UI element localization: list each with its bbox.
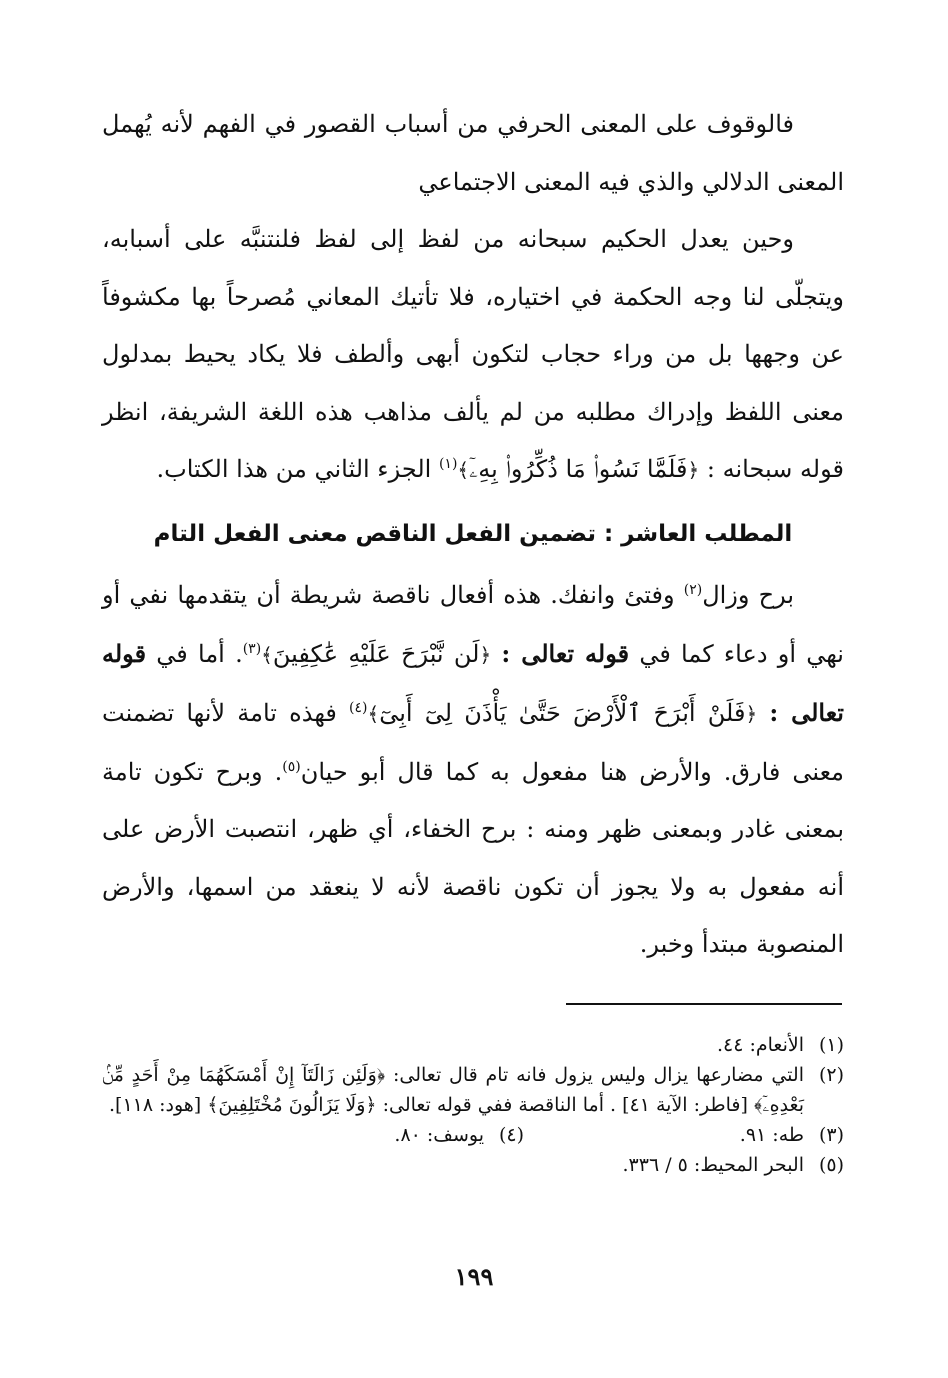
footnote-2-text-c: [هود: ١١٨]. — [108, 1094, 202, 1116]
footnote-text: طه: ٩١. — [739, 1124, 804, 1146]
quran-bracket-open: ﴿ — [365, 1094, 377, 1116]
footnote-4 — [204, 1120, 524, 1150]
quran-verse-3: فَلَنْ أَبْرَحَ ٱلْأَرْضَ حَتَّىٰ يَأْذَنَ لِىٓ أَبِىٓ — [379, 699, 746, 727]
paragraph-3-text-c: . أما في — [156, 639, 243, 668]
footnote-number: (٤) — [498, 1124, 524, 1146]
footnote-number: (٥) — [818, 1154, 844, 1176]
footnote-number: (٣) — [818, 1124, 844, 1146]
footnote-ref-2[interactable]: (٢) — [683, 582, 703, 598]
footnote-ref-1[interactable]: (١) — [438, 456, 458, 472]
footnote-quran-verse-1: وَلَئِن زَالَتَآ إِنْ أَمْسَكَهُمَا مِنْ أَحَدٍ مِّنۢ بَعْدِهِۦٓ — [102, 1064, 804, 1116]
footnote-2 — [102, 1060, 844, 1120]
main-text — [102, 96, 844, 974]
footnote-number: (٢) — [818, 1064, 844, 1086]
page-number: ١٩٩ — [454, 1262, 494, 1291]
paragraph-3-text-a: برح وزال — [702, 581, 795, 609]
quran-bracket-open: ﴿ — [687, 458, 700, 482]
section-heading: المطلب العاشر : تضمين الفعل الناقص معنى الفعل التام — [153, 520, 793, 547]
paragraph-3-bold-b: قوله تعالى : — [102, 638, 844, 727]
paragraph-3-bold-a: قوله تعالى : — [501, 638, 630, 668]
footnote-text — [102, 1060, 804, 1120]
paragraph-3-text-e: . وبرح تكون تامة بمعنى غادر وبمعنى ظهر ومنه : برح الخفاء، أي ظهر، انتصبت الأرض على أنه مفعول به ولا يجوز أن تكون ناقصة لأنه لا ينعقد من اسمها، والأرض المنصوبة مبتدأ وخبر. — [102, 757, 844, 958]
paragraph-1 — [102, 96, 844, 211]
quran-verse-1: فَلَمَّا نَسُوا۟ مَا ذُكِّرُوا۟ بِهِۦٓ — [469, 455, 688, 483]
footnote-ref-5[interactable]: (٥) — [282, 758, 301, 775]
quran-verse-2: لَن نَّبْرَحَ عَلَيْهِ عَٰكِفِينَ — [272, 639, 480, 668]
quran-bracket-close: ﴾ — [207, 1094, 219, 1116]
footnote-ref-4[interactable]: (٤) — [349, 700, 368, 716]
footnote-ref-3[interactable]: (٣) — [242, 640, 262, 657]
footnotes — [102, 1030, 844, 1180]
quran-bracket-close: ﴾ — [261, 642, 273, 667]
paragraph-1-text: فالوقوف على المعنى الحرفي من أسباب القصور في الفهم لأنه يُهمل المعنى الدلالي والذي فيه المعنى الاجتماعي — [102, 110, 844, 196]
quran-bracket-open: ﴿ — [376, 1064, 386, 1086]
paragraph-3 — [102, 567, 844, 974]
footnote-3 — [524, 1120, 844, 1150]
paragraph-2-text: وحين يعدل الحكيم سبحانه من لفظ إلى لفظ فلنتنبَّه على أسبابه، ويتجلّى لنا وجه الحكمة في اختياره، فلا تأتيك المعاني مُصرحاً بها مكشوفاً عن وجهها بل من وراء حجاب لتكون أبهى وألطف فلا يكاد يحيط بمدلول معنى اللفظ وإدراك مطلبه من لم يألف مذاهب هذه اللغة الشريفة، انظر قوله سبحانه : — [102, 225, 844, 483]
footnote-quran-verse-2: وَلَا يَزَالُونَ مُخْتَلِفِينَ — [218, 1094, 366, 1116]
footnote-text: الأنعام: ٤٤. — [716, 1034, 804, 1056]
footnote-text: يوسف: ٨٠. — [394, 1124, 484, 1146]
footnote-2-text-a: التي مضارعها يزال وليس يزول فانه تام قال تعالى: — [392, 1064, 804, 1086]
quran-bracket-close: ﴾ — [457, 458, 470, 482]
quran-bracket-open: ﴿ — [745, 702, 758, 726]
footnote-number: (١) — [818, 1034, 844, 1056]
quran-bracket-close: ﴾ — [753, 1094, 763, 1116]
paragraph-3-text-d: فهذه تامة لأنها تضمنت معنى فارق. والأرض هنا مفعول به كما قال أبو حيان — [102, 699, 845, 786]
quran-bracket-close: ﴾ — [367, 702, 380, 726]
footnote-row-3-4 — [102, 1120, 844, 1150]
footnote-text: البحر المحيط: ٥ / ٣٣٦. — [622, 1154, 804, 1176]
footnote-divider — [566, 1003, 842, 1005]
footnote-1 — [102, 1030, 844, 1060]
footnote-5 — [102, 1150, 844, 1180]
paragraph-2-tail: الجزء الثاني من هذا الكتاب. — [156, 455, 432, 483]
paragraph-3-text-b: وفتئ وانفك. هذه أفعال ناقصة شريطة أن يتقدمها نفي أو نهي أو دعاء كما في — [102, 581, 844, 668]
footnote-2-text-b: [فاطر: الآية ٤١] . أما الناقصة ففي قوله تعالى: — [382, 1094, 748, 1116]
quran-bracket-open: ﴿ — [479, 642, 492, 667]
paragraph-2 — [102, 211, 844, 500]
